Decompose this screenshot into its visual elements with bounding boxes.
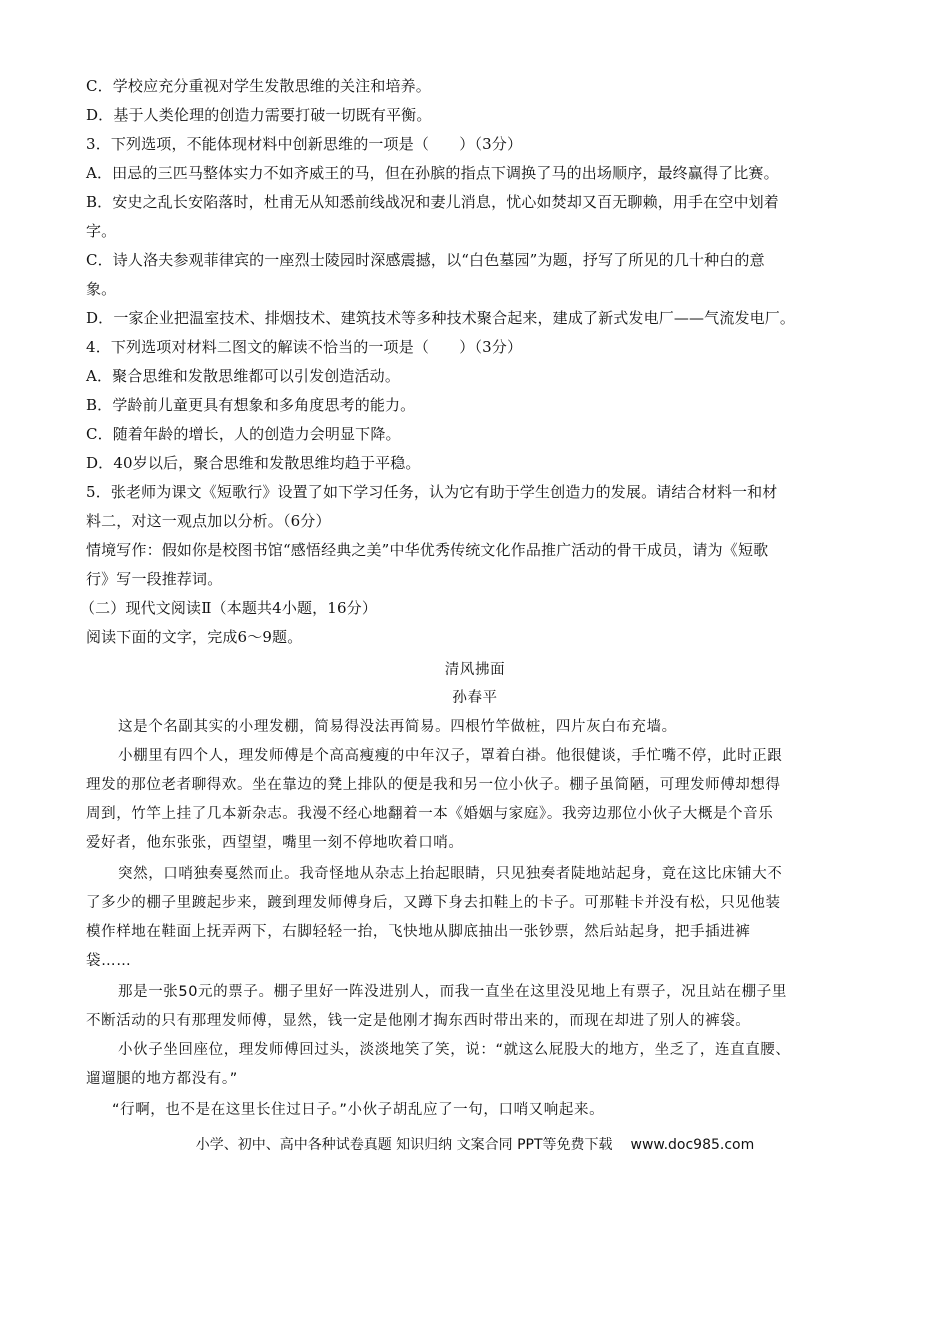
question-5-line2: 料二，对这一观点加以分析。（6分）: [86, 512, 331, 530]
option-c-q2: C．学校应充分重视对学生发散思维的关注和培养。: [86, 77, 431, 95]
option-c-q3-line1: C．诗人洛夫参观菲律宾的一座烈士陵园时深感震撼，以“白色墓园”为题，抒写了所见的几十种白的意: [86, 251, 765, 269]
option-a-q3: A．田忌的三匹马整体实力不如齐威王的马，但在孙膑的指点下调换了马的出场顺序，最终赢得了比赛。: [86, 164, 779, 182]
section-heading: （二）现代文阅读Ⅱ（本题共4小题，16分）: [80, 599, 377, 617]
story-paragraph-line: 模作样地在鞋面上抚弄两下，右脚轻轻一抬，飞快地从脚底抽出一张钞票，然后站起身，把手插进裤: [86, 924, 751, 940]
story-author: 孙春平: [452, 690, 498, 706]
footer-text: 小学、初中、高中各种试卷真题 知识归纳 文案合同 PPT等免费下载: [195, 1137, 613, 1153]
story-paragraph-line: 周到，竹竿上挂了几本新杂志。我漫不经心地翻着一本《婚姻与家庭》。我旁边那位小伙子大概是个音乐: [86, 806, 774, 822]
story-paragraph-line: 了多少的棚子里踱起步来，踱到理发师傅身后，又蹲下身去扣鞋上的卡子。可那鞋卡并没有松，只见他装: [86, 895, 781, 911]
option-c-q3-line2: 象。: [86, 280, 117, 298]
option-d-q2: D．基于人类伦理的创造力需要打破一切既有平衡。: [86, 106, 432, 124]
option-b-q3-line2: 字。: [86, 222, 117, 240]
question-5-line1: 5．张老师为课文《短歌行》设置了如下学习任务，认为它有助于学生创造力的发展。请结合材料一和材: [86, 483, 778, 501]
story-paragraph-line: 不断活动的只有那理发师傅，显然，钱一定是他刚才掏东西时带出来的，而现在却进了别人的裤袋。: [86, 1013, 751, 1029]
option-d-q3: D．一家企业把温室技术、排烟技术、建筑技术等多种技术聚合起来，建成了新式发电厂——气流发电厂。: [86, 309, 796, 327]
reading-instruction: 阅读下面的文字，完成6～9题。: [86, 628, 303, 646]
footer-url[interactable]: www.doc985.com: [630, 1137, 755, 1153]
story-paragraph-line: 爱好者，他东张张，西望望，嘴里一刻不停地吹着口哨。: [86, 835, 464, 851]
story-paragraph-line: 理发的那位老者聊得欢。坐在靠边的凳上排队的便是我和另一位小伙子。棚子虽简陋，可理发师傅却想得: [86, 777, 781, 793]
story-paragraph-line: 这是个名副其实的小理发棚，简易得没法再简易。四根竹竿做桩，四片灰白布充墙。: [118, 719, 677, 735]
story-title: 清风拂面: [444, 662, 506, 678]
story-paragraph-line: 小伙子坐回座位，理发师傅回过头，淡淡地笑了笑，说：“就这么屁股大的地方，坐乏了，连直直腰、: [118, 1042, 791, 1058]
story-paragraph-line: 遛遛腿的地方都没有。”: [86, 1071, 238, 1087]
option-c-q4: C．随着年龄的增长，人的创造力会明显下降。: [86, 425, 401, 443]
option-a-q4: A．聚合思维和发散思维都可以引发创造活动。: [86, 367, 400, 385]
story-paragraph-line: 小棚里有四个人，理发师傅是个高高瘦瘦的中年汉子，罩着白褂。他很健谈，手忙嘴不停，此时正跟: [118, 748, 783, 764]
option-b-q4: B．学龄前儿童更具有想象和多角度思考的能力。: [86, 396, 416, 414]
option-d-q4: D．40岁以后，聚合思维和发散思维均趋于平稳。: [86, 454, 421, 472]
task-line2: 行》写一段推荐词。: [86, 570, 223, 588]
story-paragraph-line: 突然，口哨独奏戛然而止。我奇怪地从杂志上抬起眼睛，只见独奏者陡地站起身，竟在这比床铺大不: [118, 866, 783, 882]
story-paragraph-line: “行啊，也不是在这里长住过日子。”小伙子胡乱应了一句，口哨又响起来。: [112, 1102, 605, 1118]
story-paragraph-line: 袋……: [86, 953, 132, 969]
page-footer: [0, 1134, 950, 1154]
story-paragraph-line: 那是一张50元的票子。棚子里好一阵没进别人，而我一直坐在这里没见地上有票子，况且站在棚子里: [118, 984, 787, 1000]
question-4: 4．下列选项对材料二图文的解读不恰当的一项是（ ）（3分）: [86, 338, 523, 356]
question-3: 3．下列选项，不能体现材料中创新思维的一项是（ ）（3分）: [86, 135, 523, 153]
task-line1: 情境写作：假如你是校图书馆“感悟经典之美”中华优秀传统文化作品推广活动的骨干成员，请为《短歌: [86, 541, 769, 559]
option-b-q3-line1: B．安史之乱长安陷落时，杜甫无从知悉前线战况和妻儿消息，忧心如焚却又百无聊赖，用手在空中划着: [86, 193, 779, 211]
